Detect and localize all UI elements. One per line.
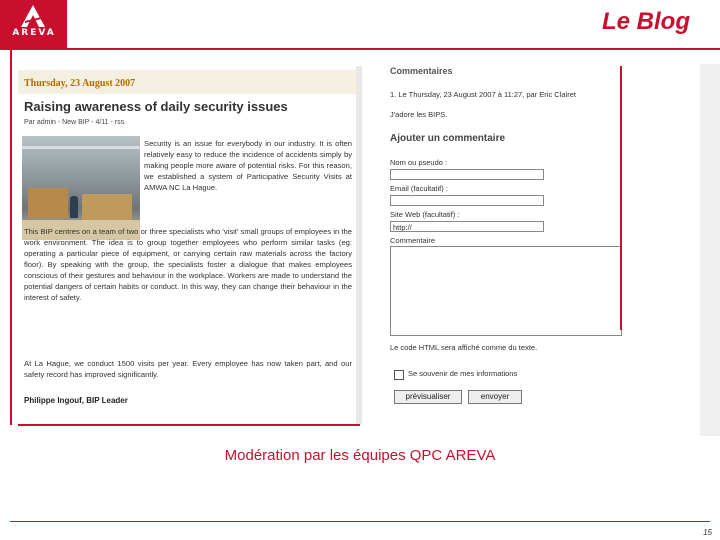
left-rule: [10, 50, 12, 425]
add-comment-title: Ajouter un commentaire: [390, 133, 506, 144]
slide-title: Le Blog: [602, 8, 690, 35]
email-label: Email (facultatif) :: [390, 184, 448, 193]
logo-text: AREVA: [12, 28, 56, 38]
website-label: Site Web (facultatif) :: [390, 210, 460, 219]
areva-logo-icon: [20, 4, 46, 28]
post-title[interactable]: Raising awareness of daily security issues: [24, 99, 288, 114]
comment-label: Commentaire: [390, 236, 436, 245]
page-number: 15: [703, 528, 712, 537]
remember-checkbox[interactable]: [394, 370, 404, 380]
comment-textarea[interactable]: [390, 246, 622, 336]
areva-logo: [0, 0, 67, 50]
post-signature: Philippe Ingouf, BIP Leader: [24, 396, 128, 405]
blog-post: [18, 66, 362, 424]
post-date: Thursday, 23 August 2007: [18, 70, 356, 94]
post-bottom-rule: [18, 424, 360, 426]
post-paragraph-2: This BIP centres on a team of two or three specialists who 'visit' small groups of employees in the work environment. The idea is to group together employees who perform similar tasks (eg: operating a particular piece of equipment, or carrying certain raw materials across the factory floor). By speaking with the group, the specialists foster a dialogue that makes employees conscious of their gestures and behaviour in the workplace. Workers are made to understand the potential dangers of certain habits or conduct. In this way, they can change their behaviour in the interest of safety.: [24, 227, 352, 302]
comments-title: Commentaires: [390, 66, 453, 76]
header-rule: [67, 48, 720, 50]
comments-panel: [384, 66, 714, 406]
sidebar-rule: [620, 66, 622, 330]
comment-entry-text: J'adore les BIPS.: [390, 110, 448, 119]
post-photo: [22, 136, 140, 240]
website-input[interactable]: http://: [390, 221, 544, 232]
preview-button[interactable]: prévisualiser: [394, 390, 462, 404]
footer-rule: [10, 521, 710, 522]
name-label: Nom ou pseudo :: [390, 158, 448, 167]
post-paragraph-3: At La Hague, we conduct 1500 visits per year. Every employee has now taken part, and our safety record has improved significantly.: [24, 359, 352, 379]
comment-entry: 1. Le Thursday, 23 August 2007 à 11:27, par Eric Clairet: [390, 90, 576, 99]
post-paragraph-1: Security is an issue for everybody in our industry. It is often relatively easy to reduce the incidence of accidents simply by making people more aware of potential risks. For this reason, we established a system of Participative Security Visits at AMWA NC La Hague.: [144, 139, 352, 192]
post-meta: Par admin - New BIP - 4/11 - rss: [24, 119, 125, 126]
send-button[interactable]: envoyer: [468, 390, 522, 404]
remember-label: Se souvenir de mes informations: [408, 369, 518, 378]
slide-caption: Modération par les équipes QPC AREVA: [224, 447, 496, 464]
email-input[interactable]: [390, 195, 544, 206]
name-input[interactable]: [390, 169, 544, 180]
html-note: Le code HTML sera affiché comme du texte.: [390, 343, 538, 352]
